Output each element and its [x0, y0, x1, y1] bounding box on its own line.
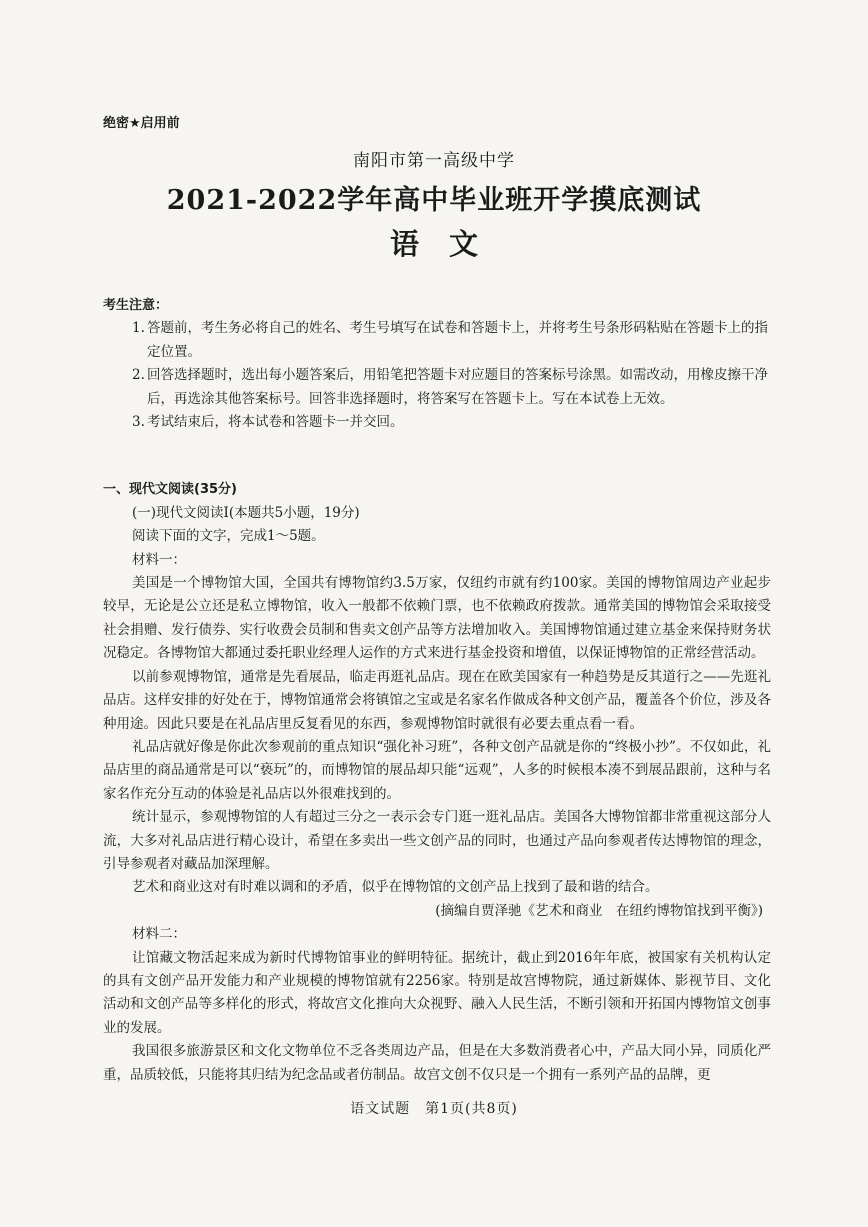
- page-footer: 语文试题 第1页(共8页): [350, 1101, 518, 1117]
- notice-text: 考试结束后，将本试卷和答题卡一并交回。: [147, 414, 404, 431]
- notice-item: [103, 364, 771, 411]
- paragraph: 艺术和商业这对有时难以调和的矛盾，似乎在博物馆的文创产品上找到了最和谐的结合。: [132, 879, 659, 896]
- notice-text: 答题前，考生务必将自己的姓名、考生号填写在试卷和答题卡上，并将考生号条形码粘贴在答题卡上的指定位置。: [147, 320, 768, 360]
- section-instruction: 阅读下面的文字，完成1～5题。: [132, 528, 325, 545]
- paragraph: 美国是一个博物馆大国，全国共有博物馆约3.5万家，仅纽约市就有约100家。美国的博物馆周边产业起步较早，无论是公立还是私立博物馆，收入一般都不依赖门票，也不依赖政府拨款。通常美国的博物馆会采取接受社会捐赠、发行债券、实行收费会员制和售卖文创产品等方法增加收入。美国博物馆通过建立基金来保持财务状况稳定。各博物馆大都通过委托职业经理人运作的方式来进行基金投资和增值，以保证博物馆的正常经营活动。: [103, 575, 771, 662]
- material-label: 材料一：: [132, 551, 186, 568]
- notice-number: 2.: [132, 367, 145, 384]
- notice-text: 回答选择题时，选出每小题答案后，用铅笔把答题卡对应题目的答案标号涂黑。如需改动，用橡皮擦干净后，再选涂其他答案标号。回答非选择题时，将答案写在答题卡上。写在本试卷上无效。: [147, 367, 768, 407]
- source-citation: (摘编自贾泽驰《艺术和商业 在纽约博物馆找到平衡》): [435, 902, 763, 919]
- section-part: (一)现代文阅读Ⅰ(本题共5小题，19分): [132, 504, 360, 521]
- paragraph: 我国很多旅游景区和文化文物单位不乏各类周边产品，但是在大多数消费者心中，产品大同小异，同质化严重，品质较低，只能将其归结为纪念品或者仿制品。故宫文创不仅只是一个拥有一系列产品的品牌，更: [103, 1043, 771, 1083]
- notice-number: 3.: [132, 414, 145, 431]
- paragraph: 统计显示，参观博物馆的人有超过三分之一表示会专门逛一逛礼品店。美国各大博物馆都非常重视这部分人流，大多对礼品店进行精心设计，希望在多卖出一些文创产品的同时，也通过产品向参观者传达博物馆的理念，引导参观者对藏品加深理解。: [103, 809, 771, 872]
- paragraph: 让馆藏文物活起来成为新时代博物馆事业的鲜明特征。据统计，截止到2016年年底，被国家有关机构认定的具有文创产品开发能力和产业规模的博物馆就有2256家。特别是故宫博物院，通过新媒体、影视节目、文化活动和文创产品等多样化的形式，将故宫文化推向大众视野、融入人民生活，不断引领和开拓国内博物馆文创事业的发展。: [103, 949, 771, 1036]
- paragraph: 礼品店就好像是你此次参观前的重点知识“强化补习班”，各种文创产品就是你的“终极小抄”。不仅如此，礼品店里的商品通常是可以“亵玩”的，而博物馆的展品却只能“远观”，人多的时候根本凑不到展品跟前，这种与名家名作充分互动的体验是礼品店以外很难找到的。: [103, 738, 771, 802]
- notice-heading: 考生注意：: [103, 298, 169, 313]
- confidential-mark: 绝密★启用前: [103, 116, 180, 131]
- notice-number: 1.: [132, 320, 145, 337]
- paragraph: 以前参观博物馆，通常是先看展品，临走再逛礼品店。现在在欧美国家有一种趋势是反其道行之——先逛礼品店。这样安排的好处在于，博物馆通常会将镇馆之宝或是名家名作做成各种文创产品，覆盖各个价位，涉及各种用途。因此只要是在礼品店里反复看见的东西，参观博物馆时就很有必要去重点看一看。: [103, 668, 771, 732]
- notice-item: [103, 411, 771, 434]
- exam-title: 2021-2022学年高中毕业班开学摸底测试: [166, 185, 702, 216]
- content: [103, 294, 771, 1087]
- material-label: 材料二：: [132, 926, 186, 943]
- section-title: 一、现代文阅读(35分): [103, 482, 237, 498]
- school-name: 南阳市第一高级中学: [353, 151, 515, 171]
- notice-item: [103, 317, 771, 364]
- spacer: [103, 434, 771, 478]
- subject-title: 语文: [389, 227, 508, 261]
